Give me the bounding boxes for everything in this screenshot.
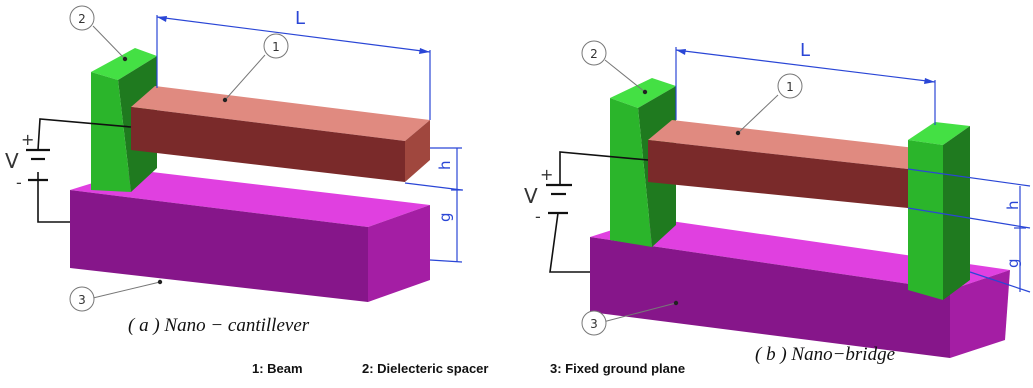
marker-2-b-label: 2: [590, 47, 598, 61]
caption-a: ( a ) Nano − cantillever: [128, 315, 310, 336]
spacer-b-right-side: [943, 126, 970, 300]
marker-2-a-label: 2: [78, 12, 86, 26]
g-label-a: g: [436, 212, 454, 222]
panel-b-bridge: [524, 40, 1030, 365]
marker-1-a: [223, 34, 288, 102]
g-label-b: g: [1004, 258, 1022, 268]
plus-label-a: +: [21, 130, 35, 149]
length-label-b: L: [800, 40, 811, 61]
legend-spacer: 2: Dielecteric spacer: [362, 361, 489, 376]
h-label-a: h: [436, 160, 454, 170]
marker-1-a-label: 1: [272, 40, 280, 54]
marker-3-a: [70, 280, 162, 311]
minus-label-a: -: [16, 173, 22, 192]
legend-ground: 3: Fixed ground plane: [550, 361, 686, 376]
marker-3-a-label: 3: [78, 293, 86, 307]
voltage-label-a: V: [5, 149, 19, 173]
minus-label-b: -: [535, 207, 541, 226]
length-label-a: L: [295, 8, 306, 29]
voltage-label-b: V: [524, 184, 538, 208]
marker-3-b-label: 3: [590, 317, 598, 331]
marker-1-b-label: 1: [786, 80, 794, 94]
marker-1-b: [736, 74, 802, 135]
plus-label-b: +: [540, 165, 554, 184]
panel-a-cantilever: [5, 6, 463, 336]
legend-beam: 1: Beam: [252, 361, 303, 376]
caption-b: ( b ) Nano−bridge: [755, 344, 896, 365]
length-dimension-b: [676, 40, 935, 125]
marker-2-b: [582, 41, 647, 94]
marker-2-a: [70, 6, 127, 61]
h-label-b: h: [1004, 200, 1022, 210]
beam-a: [131, 86, 430, 182]
spacer-b-right: [908, 122, 970, 300]
legend: [252, 361, 685, 376]
spacer-b-right-front: [908, 140, 943, 300]
beam-b: [648, 120, 933, 208]
